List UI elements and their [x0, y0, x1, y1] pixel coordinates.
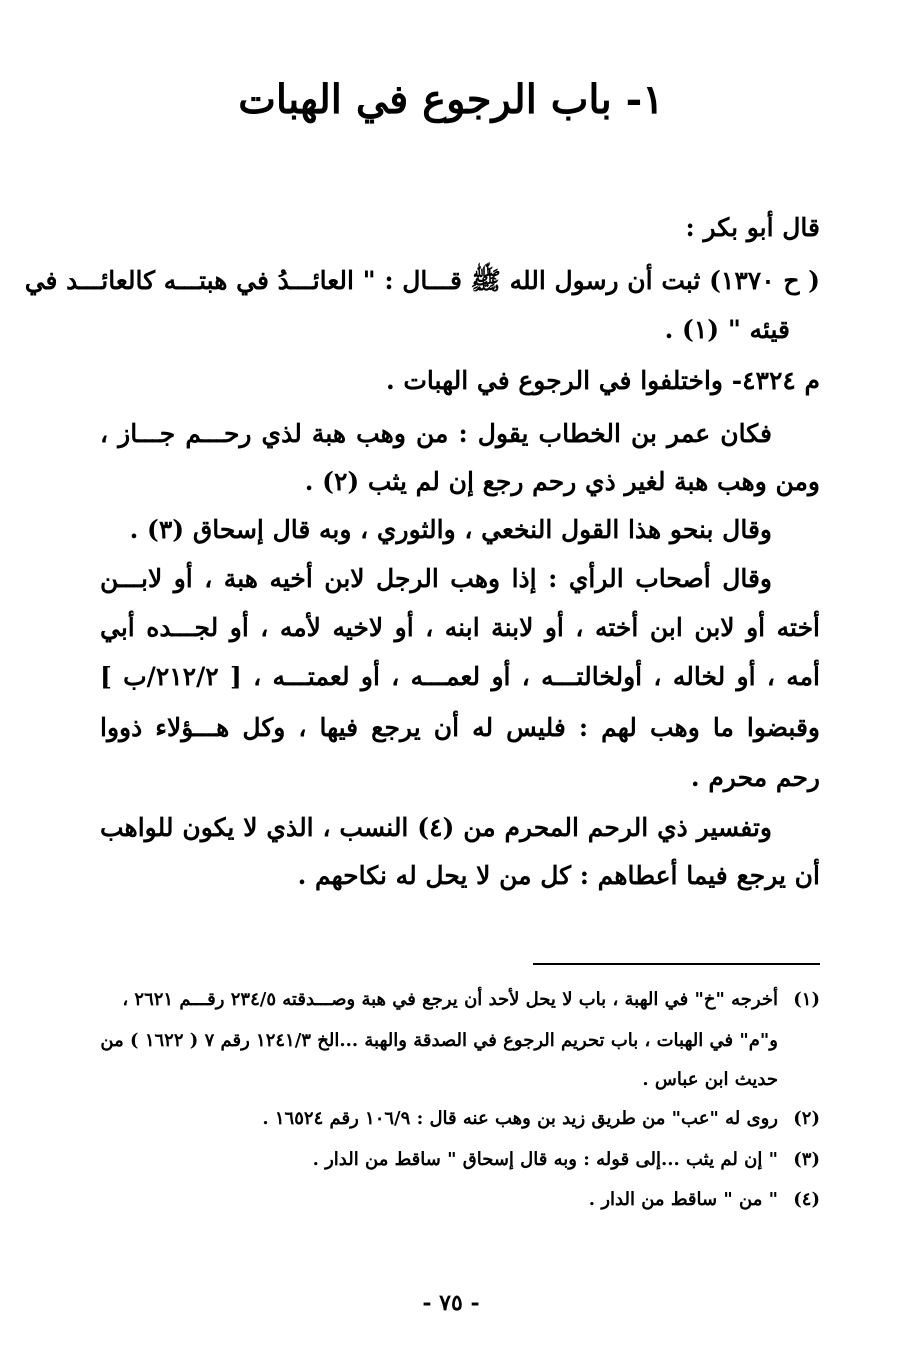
- hadith-line-1: ( ح ١٣٧٠) ثبت أن رسول الله ﷺ قـــال : " العائـــدُ في هبتـــه كالعائـــد في: [24, 266, 820, 295]
- paragraph-line: وتفسير ذي الرحم المحرم من (٤) النسب ، الذي لا يكون للواهب: [100, 813, 772, 842]
- footnote-text: أخرجه "خ" في الهبة ، باب لا يحل لأحد أن يرجع في هبة وصـــدقته ٢٣٤/٥ رقـــم ٢٦٢١ ،: [122, 989, 778, 1010]
- footnote-4: [80, 1188, 820, 1211]
- footnote-2: [80, 1107, 820, 1130]
- footnote-number: (٢): [793, 1108, 820, 1129]
- paragraph-line: أن يرجع فيما أعطاهم : كل من لا يحل له نكاحهم .: [297, 861, 820, 890]
- page-number: - ٧٥ -: [422, 1290, 480, 1316]
- masala-line: م ٤٣٢٤- واختلفوا في الرجوع في الهبات .: [385, 366, 820, 395]
- footnote-1-cont: و"م" في الهبات ، باب تحريم الرجوع في الصدقة والهبة ...الخ ١٢٤١/٣ رقم ٧ ( ١٦٢٢ ) من: [100, 1030, 778, 1051]
- paragraph-line: أمه ، أو لخاله ، أولخالتـــه ، أو لعمـــه ، أو لعمتـــه ، [ ٢١٢/٢/ب ]: [100, 662, 821, 691]
- footnote-separator: [533, 963, 820, 965]
- speaker-line: قال أبو بكر :: [685, 213, 820, 242]
- footnote-number: (١): [793, 989, 820, 1010]
- paragraph-line: وقبضوا ما وهب لهم : فليس له أن يرجع فيها ، وكل هـــؤلاء ذووا: [100, 713, 820, 742]
- footnote-1: [80, 988, 820, 1011]
- chapter-title: ١- باب الرجوع في الهبات: [238, 76, 664, 123]
- paragraph-line: ومن وهب هبة لغير ذي رحم رجع إن لم يثب (٢) .: [304, 467, 820, 496]
- footnote-text: " من " ساقط من الدار .: [588, 1189, 778, 1210]
- footnote-1-cont: حديث ابن عباس .: [642, 1069, 778, 1090]
- footnote-3: [80, 1148, 820, 1171]
- paragraph-line: رحم محرم .: [690, 763, 820, 792]
- paragraph-line: وقال أصحاب الرأي : إذا وهب الرجل لابن أخيه هبة ، أو لابـــن: [100, 564, 772, 593]
- footnote-text: روى له "عب" من طريق زيد بن وهب عنه قال : ١٠٦/٩ رقم ١٦٥٢٤ .: [262, 1108, 778, 1129]
- footnote-number: (٣): [793, 1149, 820, 1170]
- paragraph-line: أخته أو لابن ابن أخته ، أو لابنة ابنه ، أو لاخيه لأمه ، أو لجـــده أبي: [100, 613, 820, 642]
- paragraph-line: وقال بنحو هذا القول النخعي ، والثوري ، وبه قال إسحاق (٣) .: [129, 515, 772, 544]
- hadith-line-2: قيئه " (١) .: [664, 315, 790, 344]
- footnote-number: (٤): [793, 1189, 820, 1210]
- footnote-text: " إن لم يثب ...إلى قوله : وبه قال إسحاق " ساقط من الدار .: [312, 1149, 778, 1170]
- paragraph-line: فكان عمر بن الخطاب يقول : من وهب هبة لذي رحـــم جـــاز ،: [100, 419, 772, 448]
